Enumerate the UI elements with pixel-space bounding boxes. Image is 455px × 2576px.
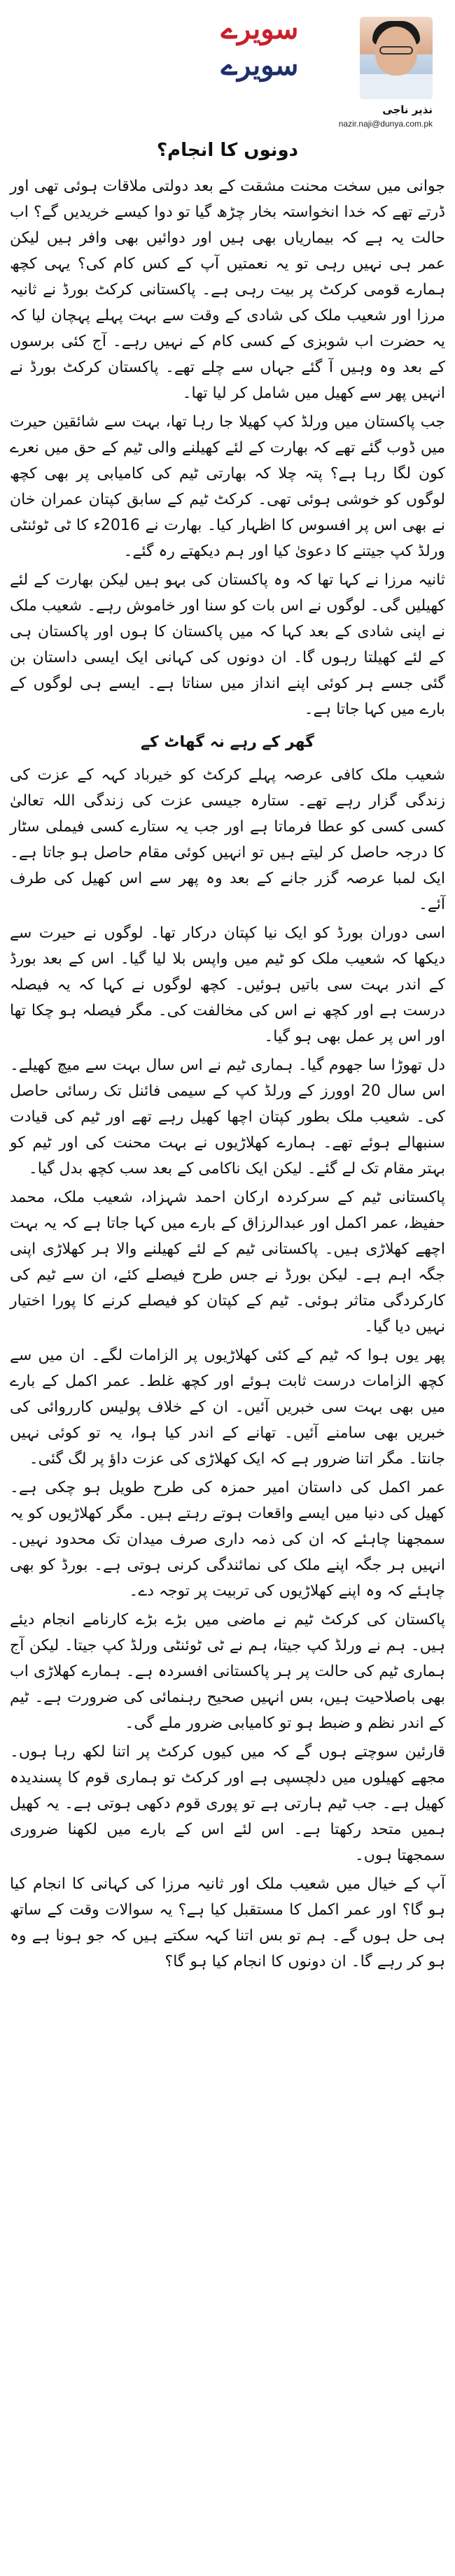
article-body	[10, 173, 445, 1975]
paragraph: جب پاکستان میں ورلڈ کپ کھیلا جا رہا تھا، بہت سے شائقین حیرت میں ڈوب گئے تھے کہ بھارت کے لئے کھیلنے والی ٹیم کے حق میں نعرے کون لگا رہا ہے؟ پتہ چلا کہ بھارتی ٹیم کی کامیابی پر بھی کچھ لوگوں کو خوشی ہوئی تھی۔ کرکٹ ٹیم کے سابق کپتان عمران خان نے بھی اس پر افسوس کا اظہار کیا۔ بھارت نے 2016ء کا ٹی ٹوئنٹی ورلڈ کپ جیتنے کا دعویٰ کیا اور ہم دیکھتے رہ گئے۔	[10, 413, 445, 560]
byline	[293, 103, 433, 129]
paragraph: پاکستانی ٹیم کے سرکردہ ارکان احمد شہزاد، شعیب ملک، محمد حفیظ، عمر اکمل اور عبدالرزاق کے بارے میں کہا جاتا ہے کہ یہ بہت اچھے کھلاڑی ہیں۔ پاکستانی ٹیم کے لئے کھیلنے والا ہر کھلاڑی اپنی جگہ اہم ہے۔ لیکن بورڈ نے جس طرح فیصلے کئے، ان سے ٹیم کی کارکردگی متاثر ہوئی۔ ٹیم کے کپتان کو فیصلے کرنے کا پورا اختیار نہیں دیا گیا۔	[10, 1189, 445, 1336]
paragraph: پھر یوں ہوا کہ ٹیم کے کئی کھلاڑیوں پر الزامات لگے۔ ان میں سے کچھ الزامات درست ثابت ہوئے اور کچھ غلط۔ عمر اکمل کے بارے میں بھی بہت سی خبریں آئیں۔ ان کے خلاف پولیس کارروائی کی خبریں بھی سامنے آئیں۔ تھانے کے اندر کیا ہوا، یہ تو کوئی نہیں جانتا۔ مگر اتنا ضرور ہے کہ ایک کھلاڑی کی عزت داؤ پر لگ گئی۔	[10, 1347, 445, 1468]
column-name-line1: سویرے	[220, 13, 299, 45]
paragraph: پاکستان کی کرکٹ ٹیم نے ماضی میں بڑے بڑے کارنامے انجام دیئے ہیں۔ ہم نے ورلڈ کپ جیتا، ہم نے ٹی ٹوئنٹی ورلڈ کپ جیتا۔ لیکن آج ہماری ٹیم کی حالت پر ہر پاکستانی افسردہ ہے۔ ہمارے کھلاڑی اب بھی باصلاحیت ہیں، بس انہیں صحیح رہنمائی کی ضرورت ہے۔ ٹیم کے اندر نظم و ضبط ہو تو کامیابی ضرور ملے گی۔	[10, 1611, 445, 1732]
paragraph: ثانیہ مرزا نے کہا تھا کہ وہ پاکستان کی بہو ہیں لیکن بھارت کے لئے کھیلیں گی۔ لوگوں نے اس بات کو سنا اور خاموش رہے۔ شعیب ملک نے اپنی شادی کے بعد کہا کہ میں پاکستان کا ہوں اور پاکستان ہی کے لئے کھیلتا رہوں گا۔ ان دونوں کی کہانی ایک ایسی داستان بن گئی جسے ہر کوئی اپنے انداز میں سناتا ہے۔ ایسے ہی لوگوں کے بارے میں کہا جاتا ہے۔	[10, 571, 445, 718]
section-subheading: گھر کے رہے نہ گھاٹ کے	[141, 734, 314, 751]
author-photo	[360, 17, 433, 99]
paragraph: عمر اکمل کی داستان امیر حمزہ کی طرح طویل ہو چکی ہے۔ کھیل کی دنیا میں ایسے واقعات ہوتے رہتے ہیں۔ مگر کھلاڑیوں کو یہ سمجھنا چاہئے کہ ان کی ذمہ داری صرف میدان تک محدود نہیں۔ انہیں ہر جگہ اپنے ملک کی نمائندگی کرنی ہوتی ہے۔ بورڈ کو بھی چاہئے کہ وہ اپنے کھلاڑیوں کی تربیت پر توجہ دے۔	[10, 1479, 445, 1600]
paragraph: جوانی میں سخت محنت مشقت کے بعد دولتی ملاقات ہوئی تھی اور ڈرتے تھے کہ خدا انخواستہ بخار چڑھ گیا تو دوا کیسے خریدیں گے؟ اب حالت یہ ہے کہ بیماریاں بھی ہیں اور دوائیں بھی وافر ہیں لیکن عمر ہی نہیں رہی تو یہ نعمتیں آپ کے کس کام کی؟ یہی کچھ ہمارے قومی کرکٹ پر بیت رہی ہے۔ پاکستانی کرکٹ بورڈ نے ثانیہ مرزا اور شعیب ملک کی شادی کے وقت سے بہت پہلے پہچان لیا کہ یہ حضرت اب شوبزی کے کسی کام کے نہیں رہے۔ آج کئی برسوں کے بعد وہ وہیں آ گئے جہاں سے چلے تھے۔ پاکستان کرکٹ بورڈ نے انہیں پھر سے کھیل میں شامل کر لیا تھا۔	[10, 178, 445, 402]
column-header	[10, 0, 445, 140]
paragraph: شعیب ملک کافی عرصہ پہلے کرکٹ کو خیرباد کہہ کے عزت کی زندگی گزار رہے تھے۔ ستارہ جیسی عزت کی زندگی اللہ تعالیٰ کسی کسی کو عطا فرماتا ہے اور جب یہ ستارے کسی فیملی سٹار کا درجہ حاصل کر لیتے ہیں تو انہیں کوئی مقام حاصل ہو جاتا ہے۔ ایک لمبا عرصہ گزر جانے کے بعد وہ پھر سے اس کھیل کی طرف آئے۔	[10, 766, 445, 913]
paragraph: قارئین سوچتے ہوں گے کہ میں کیوں کرکٹ پر اتنا لکھ رہا ہوں۔ مجھے کھیلوں میں دلچسپی ہے اور کرکٹ تو ہماری قوم کا پسندیدہ کھیل ہے۔ جب ٹیم ہارتی ہے تو پوری قوم دکھی ہوتی ہے۔ یہ کھیل ہمیں متحد رکھتا ہے۔ اس لئے اس کے بارے میں لکھنا ضروری سمجھتا ہوں۔	[10, 1743, 445, 1864]
paragraph: آپ کے خیال میں شعیب ملک اور ثانیہ مرزا کی کہانی کا انجام کیا ہو گا؟ اور عمر اکمل کا مستقبل کیا ہے؟ یہ سوالات وقت کے ساتھ ہی حل ہوں گے۔ ہم تو بس اتنا کہہ سکتے ہیں کہ جو ہونا ہے وہ ہو کر رہے گا۔ ان دونوں کا انجام کیا ہو گا؟	[10, 1875, 445, 1970]
author-email[interactable]: nazir.naji@dunya.com.pk	[338, 119, 433, 129]
paragraph: اسی دوران بورڈ کو ایک نیا کپتان درکار تھا۔ لوگوں نے حیرت سے دیکھا کہ شعیب ملک کو ٹیم میں واپس بلا لیا گیا۔ اس کے بعد بورڈ کے اندر بہت سی باتیں ہوئیں۔ کچھ لوگوں نے کہا کہ یہ فیصلہ درست ہے اور کچھ نے اس کی مخالفت کی۔ مگر فیصلہ ہو چکا تھا اور اس پر عمل بھی ہو گیا۔	[10, 924, 445, 1045]
column-name-line2: سویرے	[220, 49, 299, 82]
article-headline: دونوں کا انجام؟	[156, 140, 299, 161]
author-name: نذیر ناجی	[382, 103, 433, 116]
paragraph: دل تھوڑا سا جھوم گیا۔ ہماری ٹیم نے اس سال بہت سے میچ کھیلے۔ اس سال 20 اوورز کے ورلڈ کپ کے سیمی فائنل تک رسائی حاصل کی۔ شعیب ملک بطور کپتان اچھا کھیل رہے تھے اور ٹیم کی قیادت سنبھالے ہوئے تھے۔ ہمارے کھلاڑیوں نے بہت محنت کی اور ٹیم کو بہتر مقام تک لے گئے۔ لیکن ایک ناکامی کے بعد سب کچھ بدل گیا۔	[10, 1057, 446, 1178]
column-logo	[172, 11, 347, 98]
